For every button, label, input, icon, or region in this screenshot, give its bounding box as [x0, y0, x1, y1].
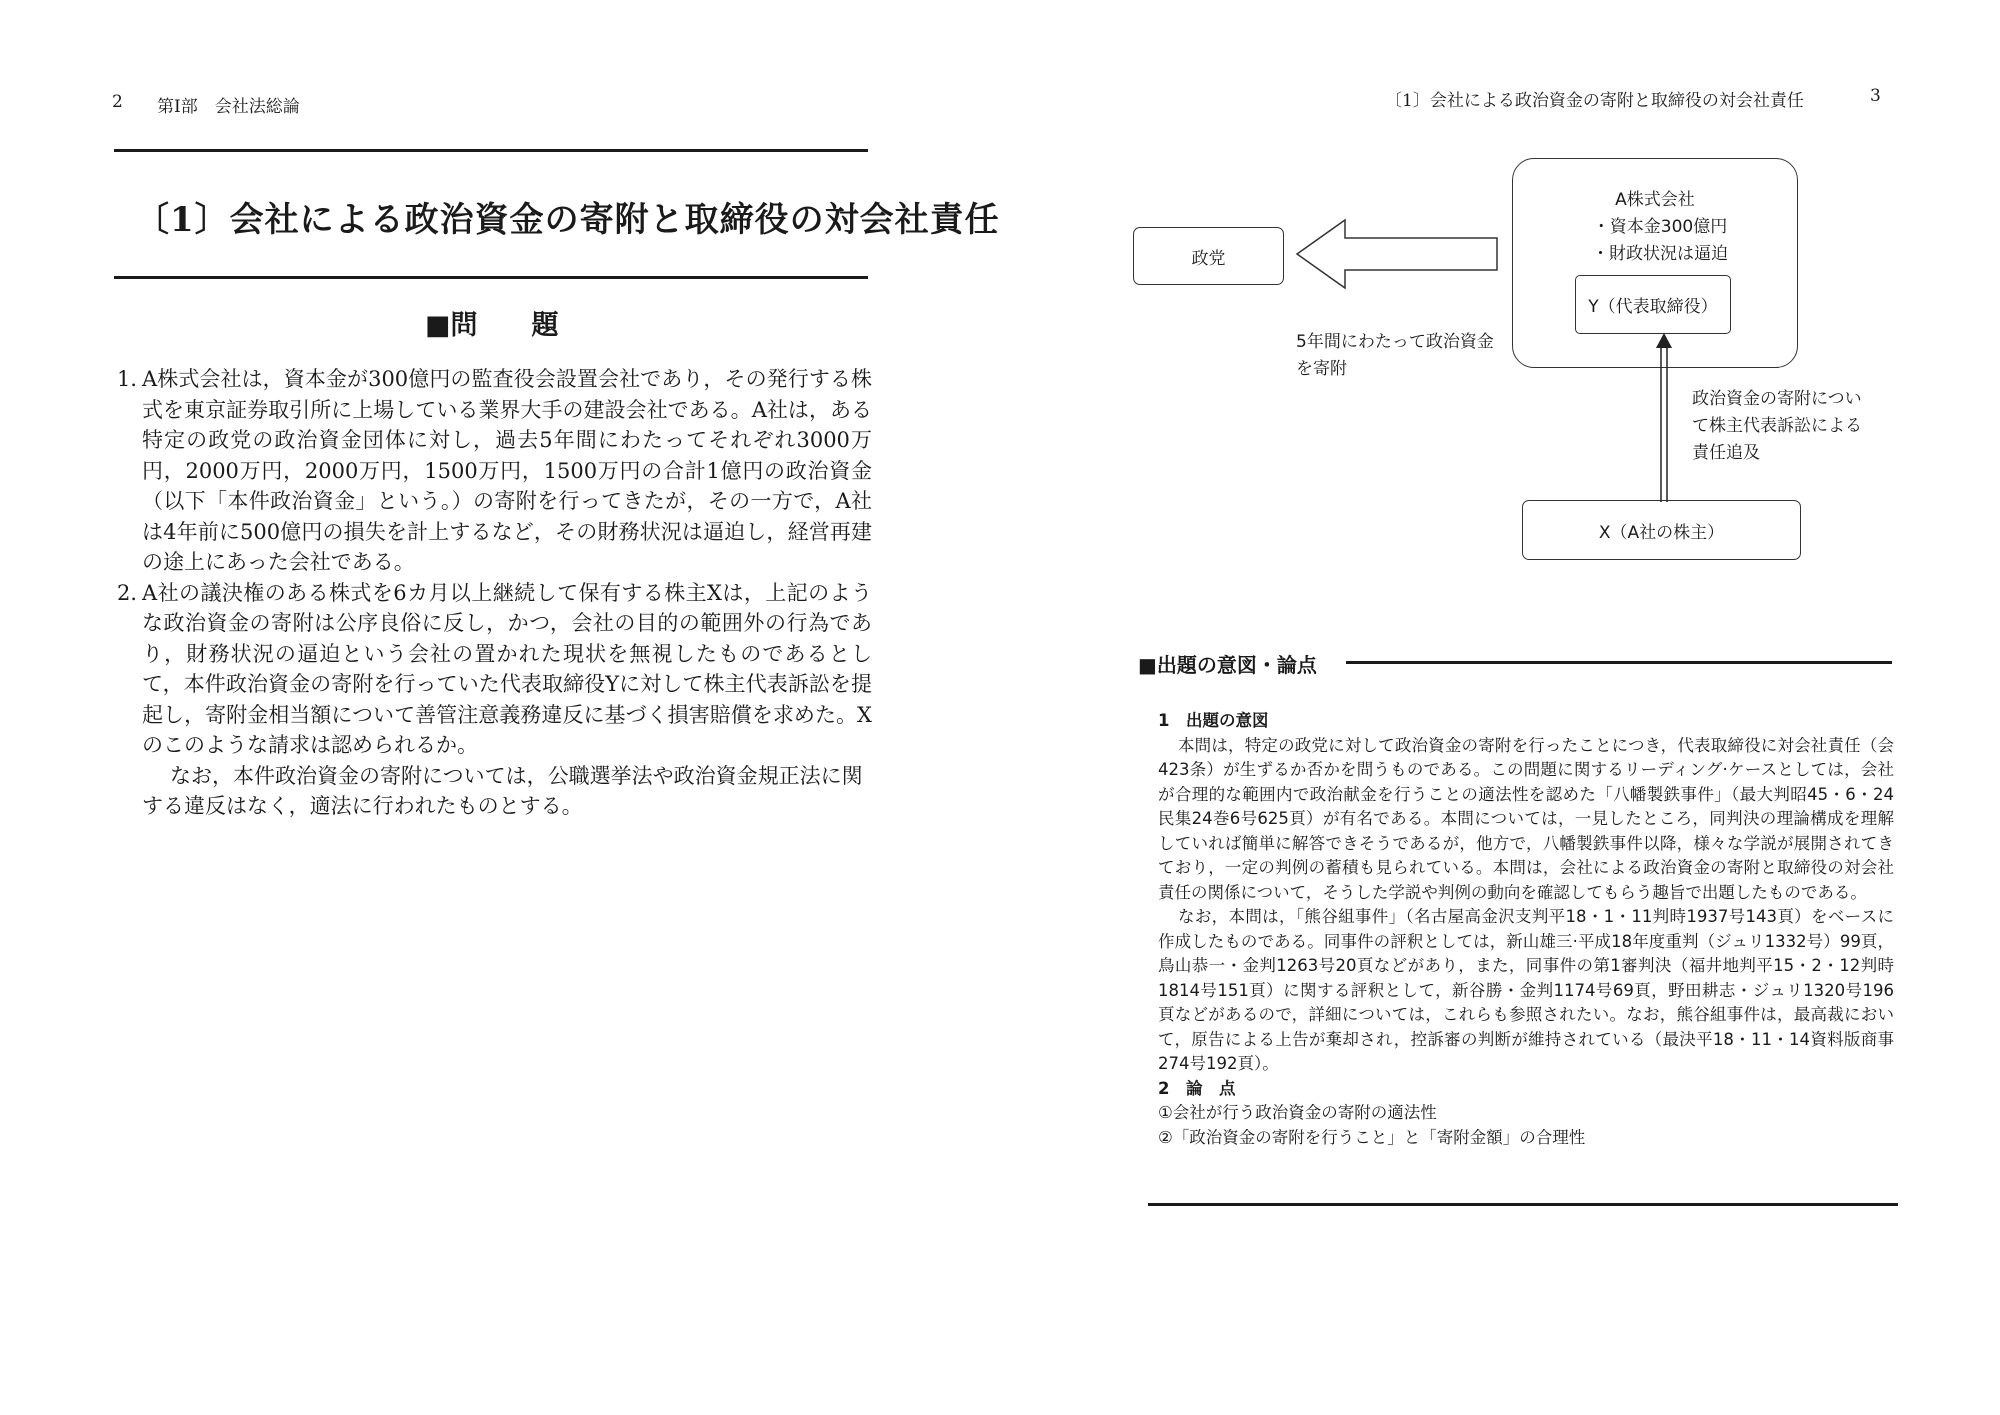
company-capital: ・資本金300億円 — [1592, 217, 1728, 237]
issue-point-2: ②「政治資金の寄附を行うこと」と「寄附金額」の合理性 — [1158, 1127, 1586, 1147]
purpose-text — [1158, 709, 1894, 1150]
problem-item-text: A株式会社は，資本金が300億円の監査役会設置会社であり，その発行する株式を東京証券取引所に上場している業界大手の建設会社である。A社は，ある特定の政党の政治資金団体に対し，過去5年間にわたってそれぞれ3000万円，2000万円，2000万円，1500万円，1500万円の合計1億円の政治資金（以下「本件政治資金」という。）の寄附を行ってきたが，その一方で，A社は4年前に500億円の損失を計上するなど，その財務状況は逼迫し，経営再建の途上にあった会社である。 — [142, 367, 872, 574]
party-box — [1133, 227, 1284, 285]
lawsuit-label — [1692, 386, 1862, 467]
chapter-title: 〔1〕会社による政治資金の寄附と取締役の対会社責任 — [135, 200, 1000, 240]
company-financial-status: ・財政状況は逼迫 — [1592, 244, 1728, 264]
purpose-paragraph-1: 本問は，特定の政党に対して政治資金の寄附を行ったことにつき，代表取締役に対会社責任（会423条）が生ずるか否かを問うものである。この問題に関するリーディング·ケースとしては，会社が合理的な範囲内で政治献金を行うことの適法性を認めた「八幡製鉄事件」（最大判昭45・6・24民集24巻6号625頁）が有名である。本問については，一見したところ，同判決の理論構成を理解していれば簡単に解答できそうであるが，他方で，八幡製鉄事件以降，様々な学説が展開されてきており，一定の判例の蓄積も見られている。本問は，会社による政治資金の寄附と取締役の対会社責任の関係について，そうした学説や判例の動向を確認してもらう趣旨で出題したものである。 — [1158, 735, 1894, 902]
title-top-rule — [114, 149, 868, 152]
y-box-label: Y（代表取締役） — [1588, 297, 1718, 317]
lawsuit-label-line: て株主代表訴訟による — [1692, 416, 1862, 436]
purpose-subheading-1: 1 出題の意図 — [1158, 711, 1269, 730]
problem-item-2 — [112, 578, 872, 761]
purpose-subheading-2: 2 論 点 — [1158, 1078, 1236, 1098]
purpose-heading: ■出題の意図・論点 — [1138, 653, 1317, 677]
party-label: 政党 — [1191, 248, 1226, 269]
company-name: A株式会社 — [1615, 190, 1695, 210]
x-box — [1522, 500, 1801, 560]
y-box — [1575, 275, 1731, 334]
running-title: 〔1〕会社による政治資金の寄附と取締役の対会社責任 — [1385, 91, 1804, 111]
page-number-left: 2 — [112, 92, 123, 112]
donation-label — [1296, 329, 1494, 383]
problem-text — [112, 364, 872, 822]
problem-item-number: 1． — [117, 367, 152, 391]
part-title: 第Ⅰ部 会社法総論 — [157, 97, 300, 117]
problem-item-number: 2． — [117, 580, 152, 605]
purpose-bottom-rule — [1148, 1203, 1898, 1206]
lawsuit-label-line: 責任追及 — [1692, 443, 1760, 463]
donation-arrow-icon — [1295, 218, 1500, 290]
section-heading: ■問 題 — [425, 310, 559, 341]
problem-item-1 — [112, 364, 872, 578]
purpose-heading-rule — [1346, 661, 1892, 664]
donation-label-line: 5年間にわたって政治資金 — [1296, 332, 1494, 352]
x-box-label: X（A社の株主） — [1598, 522, 1725, 543]
right-page — [1000, 0, 2000, 1415]
title-bottom-rule — [114, 276, 868, 279]
problem-item-text: A社の議決権のある株式を6カ月以上継続して保有する株主Xは，上記のような政治資金の寄附は公序良俗に反し，かつ，会社の目的の範囲外の行為であり，財務状況の逼迫という会社の置かれた現状を無視したものであるとして，本件政治資金の寄附を行っていた代表取締役Yに対して株主代表訴訟を提起し，寄附金相当額について善管注意義務違反に基づく損害賠償を求めた。Xのこのような請求は認められるか。 — [142, 580, 872, 757]
lawsuit-label-line: 政治資金の寄附につい — [1692, 389, 1862, 409]
donation-label-line: を寄附 — [1296, 359, 1347, 379]
problem-note: なお，本件政治資金の寄附については，公職選挙法や政治資金規正法に関する違反はなく，適法に行われたものとする。 — [142, 763, 863, 818]
lawsuit-arrow-icon — [1652, 332, 1676, 502]
issue-point-1: ①会社が行う政治資金の寄附の適法性 — [1158, 1103, 1437, 1122]
purpose-paragraph-2: なお，本問は，「熊谷組事件」（名古屋高金沢支判平18・1・11判時1937号143頁）をベースに作成したものである。同事件の評釈としては，新山雄三·平成18年度重判（ジュリ1332号）99頁，鳥山恭一・金判1263号20頁などがあり，また，同事件の第1審判決（福井地判平15・2・12判時1814号151頁）に関する評釈として，新谷勝・金判1174号69頁，野田耕志・ジュリ1320号196頁などがあるので，詳細については，これらも参照されたい。なお，熊谷組事件は，最高裁において，原告による上告が棄却され，控訴審の判断が維持されている（最決平18・11・14資料版商事274号192頁）。 — [1158, 907, 1894, 1073]
page-number-right: 3 — [1870, 86, 1881, 106]
